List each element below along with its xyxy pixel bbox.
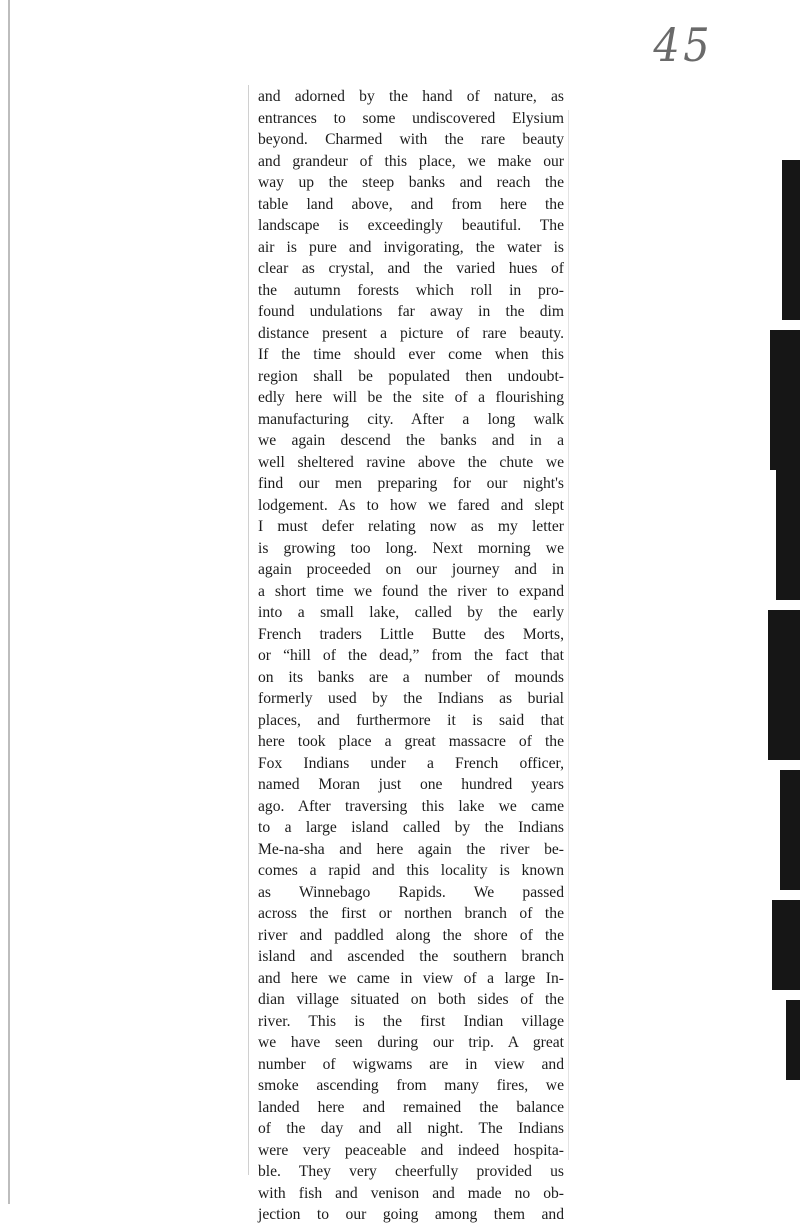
article-line: found undulations far away in the dim xyxy=(258,303,564,320)
article-line: again proceeded on our journey and in xyxy=(258,561,564,578)
article-line: well sheltered ravine above the chute we xyxy=(258,453,564,471)
article-line: lodgement. As to how we fared and slept xyxy=(258,496,564,514)
torn-page-edge xyxy=(758,0,800,1204)
handwritten-page-number: 45 xyxy=(653,18,714,72)
article-line: smoke ascending from many fires, we xyxy=(258,1077,564,1094)
article-line: here took place a great massacre of the xyxy=(258,733,564,750)
article-line: is growing too long. Next morning we xyxy=(258,539,564,557)
edge-shadow xyxy=(782,160,800,320)
article-line: of the day and all night. The Indians xyxy=(258,1120,564,1137)
edge-shadow xyxy=(770,330,800,470)
article-line: or “hill of the dead,” from the fact that xyxy=(258,647,564,664)
article-line: places, and furthermore it is said that xyxy=(258,711,564,729)
article-line: a short time we found the river to expand xyxy=(258,582,564,600)
article-line: number of wigwams are in view and xyxy=(258,1055,564,1073)
article-line: as Winnebago Rapids. We passed xyxy=(258,883,564,901)
page-left-edge xyxy=(8,0,10,1204)
article-line: entrances to some undiscovered Elysium xyxy=(258,109,564,127)
article-line: air is pure and invigorating, the water is xyxy=(258,238,564,256)
article-line: we again descend the banks and in a xyxy=(258,432,564,449)
article-line: with fish and venison and made no ob- xyxy=(258,1184,564,1202)
article-line: table land above, and from here the xyxy=(258,195,564,213)
newspaper-clipping-column xyxy=(258,86,564,1226)
article-line: region shall be populated then undoubt- xyxy=(258,367,564,385)
article-line: were very peaceable and indeed hospita- xyxy=(258,1141,564,1159)
edge-shadow xyxy=(780,770,800,890)
edge-shadow xyxy=(776,470,800,600)
article-line: river. This is the first Indian village xyxy=(258,1012,564,1030)
article-line: to a large island called by the Indians xyxy=(258,819,564,836)
article-line: jection to our going among them and xyxy=(258,1206,564,1223)
clipping-right-border xyxy=(568,110,569,1160)
article-line: landscape is exceedingly beautiful. The xyxy=(258,217,564,234)
article-line: named Moran just one hundred years xyxy=(258,776,564,793)
article-line: formerly used by the Indians as burial xyxy=(258,690,564,707)
article-line: manufacturing city. After a long walk xyxy=(258,410,564,428)
article-line: into a small lake, called by the early xyxy=(258,604,564,621)
article-line: we have seen during our trip. A great xyxy=(258,1034,564,1051)
article-line: French traders Little Butte des Morts, xyxy=(258,625,564,643)
article-line: I must defer relating now as my letter xyxy=(258,518,564,535)
clipping-left-border xyxy=(248,85,249,1175)
article-line: Fox Indians under a French officer, xyxy=(258,754,564,772)
article-line: If the time should ever come when this xyxy=(258,346,564,363)
article-line: Me-na-sha and here again the river be- xyxy=(258,840,564,858)
article-line: ago. After traversing this lake we came xyxy=(258,797,564,815)
article-line: and grandeur of this place, we make our xyxy=(258,152,564,170)
article-line: the autumn forests which roll in pro- xyxy=(258,281,564,299)
article-line: and adorned by the hand of nature, as xyxy=(258,88,564,105)
article-line: and here we came in view of a large In- xyxy=(258,969,564,987)
article-line: landed here and remained the balance xyxy=(258,1098,564,1116)
article-line: find our men preparing for our night's xyxy=(258,475,564,492)
article-line: dian village situated on both sides of the xyxy=(258,991,564,1008)
article-line: distance present a picture of rare beauty. xyxy=(258,324,564,342)
article-line: island and ascended the southern branch xyxy=(258,948,564,965)
article-line: clear as crystal, and the varied hues of xyxy=(258,260,564,277)
edge-shadow xyxy=(768,610,800,760)
article-line: across the first or northen branch of the xyxy=(258,905,564,922)
article-line: edly here will be the site of a flourishing xyxy=(258,389,564,406)
edge-shadow xyxy=(786,1000,800,1080)
article-line: river and paddled along the shore of the xyxy=(258,926,564,944)
article-line: beyond. Charmed with the rare beauty xyxy=(258,131,564,148)
article-line: comes a rapid and this locality is known xyxy=(258,862,564,879)
article-line: ble. They very cheerfully provided us xyxy=(258,1163,564,1180)
article-line: way up the steep banks and reach the xyxy=(258,174,564,191)
edge-shadow xyxy=(772,900,800,990)
article-line: on its banks are a number of mounds xyxy=(258,668,564,686)
